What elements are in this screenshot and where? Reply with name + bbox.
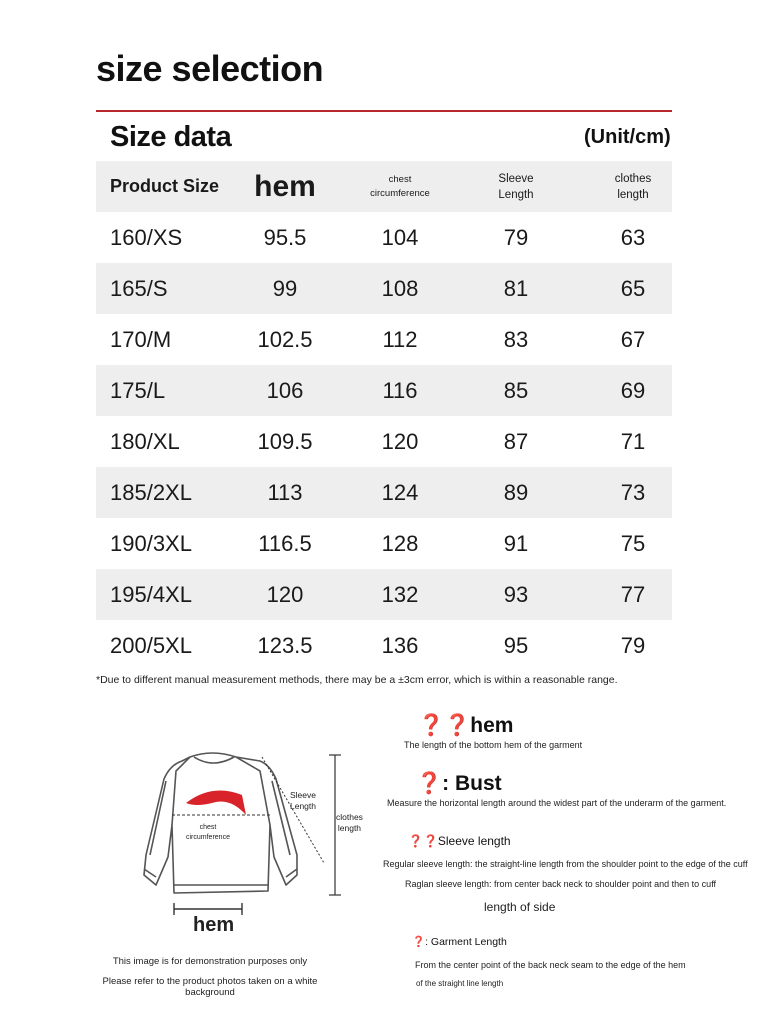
cell-size: 190/3XL (110, 530, 192, 556)
unit-label: (Unit/cm) (584, 126, 671, 148)
header-clothes-line2: length (617, 188, 649, 201)
cell-sleeve: 79 (503, 224, 529, 250)
cell-hem: 120 (266, 581, 304, 607)
table-row (96, 212, 672, 263)
cell-chest: 116 (382, 377, 418, 403)
cell-size: 200/5XL (110, 632, 192, 658)
cell-length: 65 (620, 275, 646, 301)
title-divider (96, 110, 672, 112)
table-row (96, 263, 672, 314)
def-hem-title: ❓❓hem (418, 714, 514, 737)
cell-hem: 102.5 (257, 326, 313, 352)
diagram-chest-line1: chest (199, 824, 217, 831)
cell-chest: 104 (381, 224, 419, 250)
def-sleeve-text-1: Regular sleeve length: the straight-line length from the shoulder point to the edge of the cuff (383, 859, 748, 869)
size-table (96, 161, 672, 671)
cell-chest: 120 (381, 428, 419, 454)
cell-size: 180/XL (110, 428, 180, 454)
cell-sleeve: 89 (503, 479, 529, 505)
page-title: size selection (96, 48, 324, 89)
cell-length: 73 (620, 479, 646, 505)
diagram-clothes-line1: clothes (336, 812, 363, 822)
header-sleeve-line1: Sleeve (498, 172, 534, 185)
cell-chest: 132 (381, 581, 419, 607)
brand-logo (186, 791, 246, 816)
cell-length: 69 (620, 377, 646, 403)
demo-note-1: This image is for demonstration purposes only (112, 956, 308, 967)
cell-sleeve: 87 (503, 428, 529, 454)
sleeve-stripe-left (150, 781, 166, 855)
diagram-chest-line2: circumference (186, 834, 230, 841)
cell-hem: 95.5 (263, 224, 307, 250)
header-sleeve-line2: Length (498, 188, 534, 201)
cell-chest: 136 (381, 632, 419, 658)
diagram-hem-label: hem (193, 914, 235, 936)
diagram-sleeve-line1: Sleeve (290, 790, 316, 800)
cell-sleeve: 95 (503, 632, 529, 658)
cell-hem: 123.5 (257, 632, 313, 658)
diagram-sleeve-line2: Length (290, 801, 316, 811)
header-hem-text: hem (254, 169, 316, 203)
cell-size: 160/XS (110, 224, 183, 250)
def-garment-text-2: of the straight line length (416, 979, 504, 988)
cell-size: 165/S (110, 275, 168, 301)
table-header-row (96, 161, 672, 212)
sweatshirt-diagram (92, 745, 374, 925)
cell-length: 63 (620, 224, 646, 250)
header-chest (340, 161, 460, 212)
def-bust-title: ❓: Bust (416, 772, 502, 795)
cell-size: 170/M (110, 326, 172, 352)
cell-chest: 112 (382, 326, 418, 352)
cell-length: 79 (620, 632, 646, 658)
cell-sleeve: 91 (503, 530, 529, 556)
collar (194, 757, 234, 763)
table-row (96, 620, 672, 671)
header-hem (225, 161, 345, 212)
table-row (96, 416, 672, 467)
table-row (96, 569, 672, 620)
header-clothes-line1: clothes (614, 172, 652, 185)
def-bust-text: Measure the horizontal length around the widest part of the underarm of the garment. (387, 798, 727, 808)
cell-chest: 124 (381, 479, 419, 505)
header-sleeve (456, 161, 576, 212)
def-side-text: length of side (484, 900, 556, 914)
def-garment-text-1: From the center point of the back neck seam to the edge of the hem (415, 960, 686, 970)
cell-length: 75 (620, 530, 646, 556)
table-row (96, 365, 672, 416)
cell-hem: 106 (266, 377, 304, 403)
header-clothes-length (573, 161, 693, 212)
def-hem-text: The length of the bottom hem of the garment (404, 740, 583, 750)
cell-hem: 99 (272, 275, 298, 301)
diagram-clothes-length-label (336, 812, 363, 834)
size-data-heading: Size data (110, 121, 232, 153)
cell-chest: 128 (381, 530, 419, 556)
cell-chest: 108 (381, 275, 419, 301)
measurement-note: *Due to different manual measurement methods, there may be a ±3cm error, which is within a reasonable range. (96, 674, 618, 686)
cell-hem: 116.5 (258, 530, 312, 556)
def-sleeve-text-2: Raglan sleeve length: from center back neck to shoulder point and then to cuff (405, 879, 717, 889)
cell-hem: 109.5 (257, 428, 313, 454)
header-chest-line2: circumference (370, 187, 430, 199)
def-garment-title: ❓: Garment Length (412, 936, 507, 948)
def-sleeve-title: ❓❓Sleeve length (408, 834, 511, 848)
cell-sleeve: 81 (503, 275, 529, 301)
cell-length: 77 (620, 581, 646, 607)
cell-sleeve: 93 (503, 581, 529, 607)
cell-length: 71 (620, 428, 646, 454)
table-row (96, 518, 672, 569)
header-product-size-text: Product Size (110, 176, 220, 196)
table-row (96, 467, 672, 518)
header-chest-line1: chest (388, 173, 412, 185)
table-row (96, 314, 672, 365)
diagram-sleeve-label (290, 790, 316, 812)
cell-sleeve: 85 (503, 377, 529, 403)
cell-sleeve: 83 (503, 326, 529, 352)
cell-size: 185/2XL (110, 479, 192, 505)
cell-length: 67 (620, 326, 646, 352)
cell-size: 195/4XL (110, 581, 192, 607)
diagram-chest-label (186, 823, 230, 843)
cell-size: 175/L (110, 377, 166, 403)
diagram-clothes-line2: length (337, 823, 362, 833)
cell-hem: 113 (267, 479, 303, 505)
demo-note-2: Please refer to the product photos taken on a white background (102, 976, 318, 998)
